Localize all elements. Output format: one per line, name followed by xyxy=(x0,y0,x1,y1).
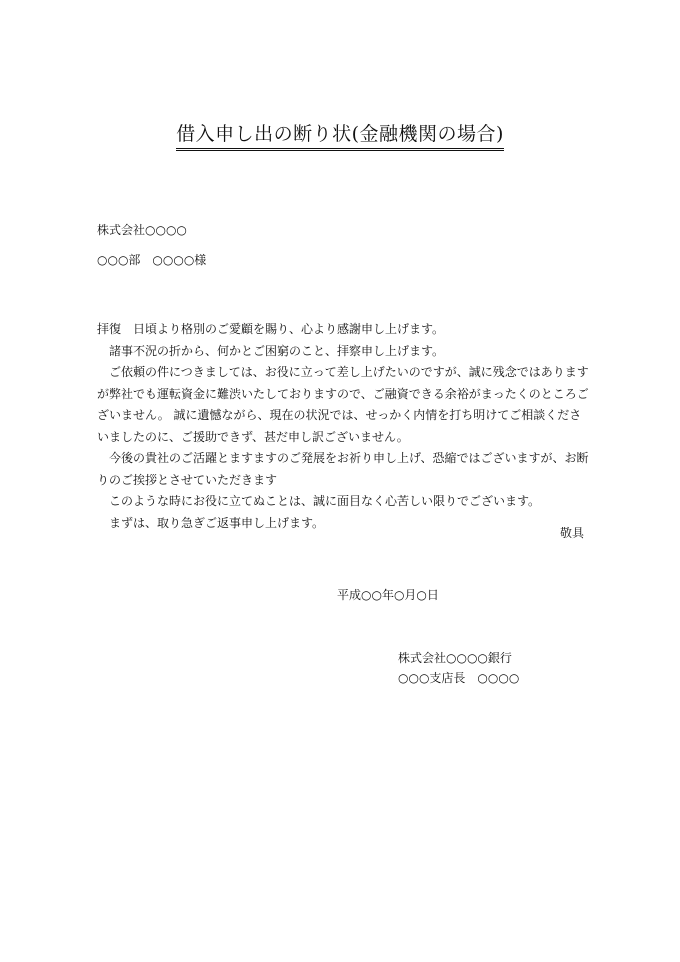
letter-title-block xyxy=(0,121,680,151)
body-paragraph-wishes: 今後の貴社のご活躍とますますのご発展をお祈り申し上げ、恐縮ではございますが、お断りのご挨拶とさせていただきます xyxy=(97,451,589,487)
closing-salutation: 敬具 xyxy=(559,526,584,540)
body-paragraph-sympathy: 諸事不況の折から、何かとご困窮のこと、拝察申し上げます。 xyxy=(97,343,445,358)
recipient-company: 株式会社○○○○ xyxy=(97,223,187,237)
body-paragraph-greeting: 拝復 日頃より格別のご愛顧を賜り、心より感謝申し上げます。 xyxy=(97,322,445,336)
letter-date: 平成○○年○月○日 xyxy=(337,588,439,602)
sender-name: ○○○支店長 ○○○○ xyxy=(398,671,520,685)
body-paragraph-apology: このような時にお役に立てぬことは、誠に面目なく心苦しい限りでございます。 xyxy=(97,494,541,508)
sender-company: 株式会社○○○○銀行 xyxy=(398,651,512,665)
letter-title: 借入申し出の断り状(金融機関の場合) xyxy=(176,121,504,151)
body-paragraph-closing-remark: まずは、取り急ぎご返事申し上げます。 xyxy=(97,515,325,530)
letter-body xyxy=(97,319,589,534)
body-paragraph-refusal: ご依頼の件につきましては、お役に立って差し上げたいのですが、誠に残念ではありますが弊社でも運転資金に難渋いたしておりますので、ご融資できる余裕がまったくのところございません。 誠に遺憾ながら、現在の状況では、せっかく内情を打ち明けてご相談くださいましたのに、ご援助できず、甚だ申し訳ございません。 xyxy=(97,365,589,444)
recipient-person: ○○○部 ○○○○様 xyxy=(97,253,207,267)
